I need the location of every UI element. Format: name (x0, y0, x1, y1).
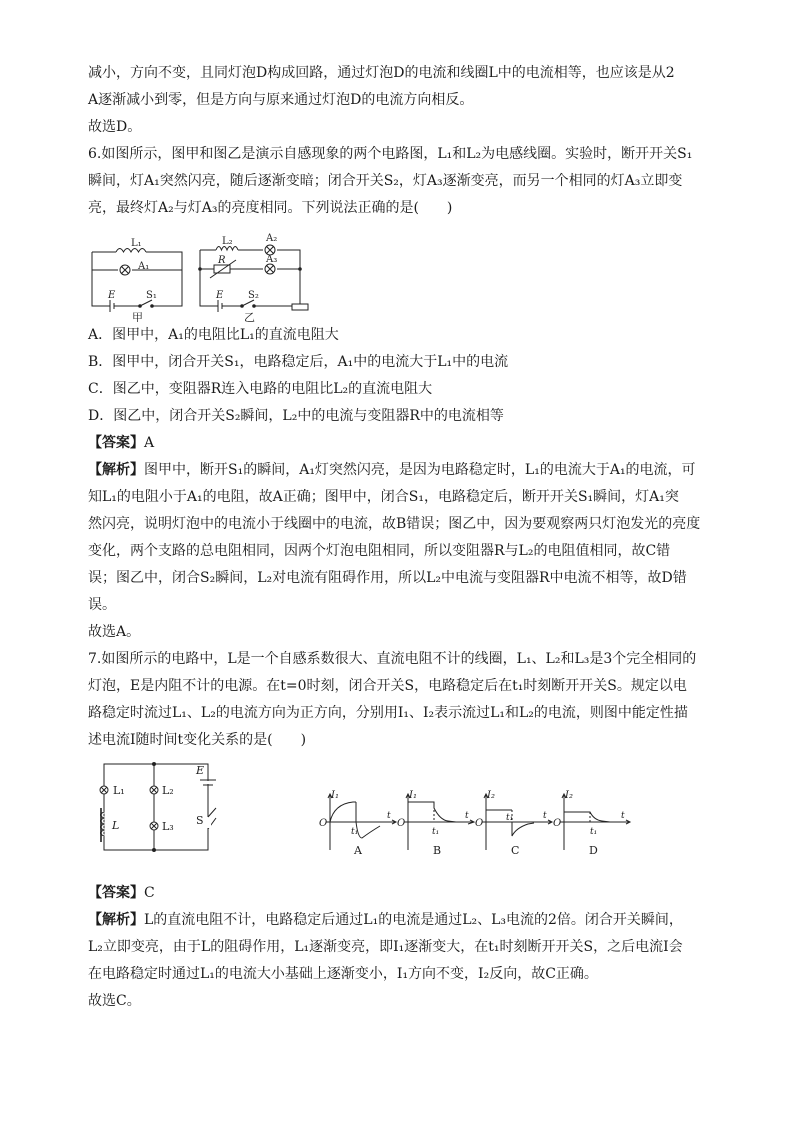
switch-label: S₂ (248, 290, 259, 301)
inductor-icon (116, 249, 146, 253)
t1-label: t₁ (432, 827, 440, 837)
q6-circuit-figure (88, 222, 708, 322)
origin-label: O (319, 818, 328, 829)
inductor-icon (216, 247, 238, 251)
curve (356, 822, 380, 838)
analysis-label: 【解析】 (88, 912, 144, 928)
analysis-line: L₂立即变亮，由于L的阻碍作用，L₁逐渐变亮，即I₁逐渐变大，在t₁时刻断开开关S，之后电流I会 (88, 939, 683, 955)
answer-label: 【答案】 (88, 435, 144, 451)
graph-caption: A (354, 844, 362, 857)
answer-label: 【答案】 (88, 885, 144, 901)
q7-figure (88, 754, 708, 880)
current-label: I₁ (409, 790, 417, 801)
analysis-line: 变化，两个支路的总电阻相同，因两个灯泡电阻相同，所以变阻器R与L₂的电阻值相同，故C错 (88, 543, 671, 559)
battery-label: E (216, 290, 224, 301)
origin-label: O (475, 818, 484, 829)
question-stem-line: 7.如图所示的电路中，L是一个自感系数很大、直流电阻不计的线圈，L₁、L₂和L₃是3个完全相同的 (88, 651, 697, 667)
figure-caption: 乙 (244, 311, 255, 322)
question-stem-line: 述电流I随时间t变化关系的是( ) (88, 732, 307, 748)
figure-caption: 甲 (132, 311, 143, 322)
question-stem-line: 亮，最终灯A₂与灯A₃的亮度相同。下列说法正确的是( ) (88, 200, 453, 216)
graph-caption: C (511, 844, 520, 857)
analysis-line (88, 907, 708, 934)
analysis-line: 在电路稳定时通过L₁的电流大小基础上逐渐变小，I₁方向不变，I₂反向，故C正确。 (88, 966, 598, 982)
analysis-text: L的直流电阻不计，电路稳定后通过L₁的电流是通过L₂、L₃电流的2倍。闭合开关瞬间， (144, 912, 683, 928)
question-stem-line: 灯泡，E是内阻不计的电源。在t=0时刻，闭合开关S，电路稳定后在t₁时刻断开开关S。规定以电 (88, 678, 687, 694)
curve (564, 812, 610, 822)
t1-label: t₁ (351, 827, 359, 837)
coil-label: L₂ (222, 236, 233, 247)
text-line: A逐渐减小到零，但是方向与原来通过灯泡D的电流方向相反。 (88, 92, 474, 108)
lamp-label: A₂ (266, 233, 278, 244)
circuit-yi (199, 233, 308, 322)
current-label: I₂ (565, 790, 573, 801)
coil-label: L (112, 819, 120, 832)
option-a: A．图甲中，A₁的电阻比L₁的直流电阻大 (88, 327, 339, 343)
curve (408, 802, 456, 822)
lamp-label: L₂ (162, 784, 174, 797)
terminal-block (292, 304, 308, 310)
analysis-text: 图甲中，断开S₁的瞬间，A₁灯突然闪亮，是因为电路稳定时，L₁的电流大于A₁的电流，可 (144, 462, 696, 478)
lamp-label: L₁ (113, 784, 125, 797)
t1-label: t₁ (590, 827, 598, 837)
resistor-label: R (218, 255, 226, 266)
analysis-line: 误；图乙中，闭合S₂瞬间，L₂对电流有阻碍作用，所以L₂中电流与变阻器R中电流不相等，故D错 (88, 570, 687, 586)
graph-caption: B (433, 844, 442, 857)
origin-label: O (397, 818, 406, 829)
lamp-label: A₃ (266, 254, 278, 265)
current-label: I₁ (331, 790, 339, 801)
document-page (88, 60, 708, 1015)
t1-label: t₁ (506, 813, 514, 823)
graph-caption: D (589, 844, 598, 857)
battery-label: E (108, 290, 116, 301)
graph-d (553, 790, 630, 857)
battery-label: E (196, 764, 205, 777)
graph-c (475, 790, 552, 857)
answer-line (88, 430, 708, 457)
lamp-label: A₁ (138, 261, 150, 272)
analysis-line: 然闪亮，说明灯泡中的电流小于线圈中的电流，故B错误；图乙中，因为要观察两只灯泡发光的亮度 (88, 516, 701, 532)
answer-value: A (144, 435, 155, 451)
t-label: t (465, 811, 469, 821)
option-d: D．图乙中，闭合开关S₂瞬间，L₂中的电流与变阻器R中的电流相等 (88, 408, 504, 424)
t-label: t (543, 811, 547, 821)
conclusion: 故选C。 (88, 993, 141, 1009)
current-label: I₂ (487, 790, 495, 801)
q7-circuit (100, 763, 216, 852)
coil-label: L₁ (131, 238, 142, 249)
question-stem-line: 瞬间，灯A₁突然闪亮，随后逐渐变暗；闭合开关S₂，灯A₃逐渐变亮，而另一个相同的灯A₃立即变 (88, 173, 683, 189)
t-label: t (621, 811, 625, 821)
circuit-diagram (88, 222, 348, 322)
answer-value: C (144, 885, 155, 901)
q7-diagram (88, 754, 708, 880)
conclusion: 故选A。 (88, 624, 141, 640)
analysis-line: 误。 (88, 597, 116, 613)
option-b: B．图甲中，闭合开关S₁，电路稳定后，A₁中的电流大于L₁中的电流 (88, 354, 509, 370)
question-stem-line: 6.如图所示，图甲和图乙是演示自感现象的两个电路图，L₁和L₂为电感线圈。实验时，断开开关S₁ (88, 146, 693, 162)
analysis-line: 知L₁的电阻小于A₁的电阻，故A正确；图甲中，闭合S₁，电路稳定后，断开开关S₁瞬间，灯A₁突 (88, 489, 679, 505)
t-label: t (387, 811, 391, 821)
analysis-line (88, 457, 708, 484)
circuit-jia (92, 238, 182, 322)
option-c: C．图乙中，变阻器R连入电路的电阻比L₂的直流电阻大 (88, 381, 433, 397)
graph-b (397, 790, 474, 857)
conclusion: 故选D。 (88, 119, 142, 135)
question-stem-line: 路稳定时流过L₁、L₂的电流方向为正方向，分别用I₁、I₂表示流过L₁和L₂的电流，则图中能定性描 (88, 705, 688, 721)
lamp-label: L₃ (162, 820, 174, 833)
analysis-label: 【解析】 (88, 462, 144, 478)
graph-a (319, 790, 396, 857)
answer-line (88, 880, 708, 907)
switch-label: S₁ (146, 290, 157, 301)
battery-icon (218, 300, 242, 312)
switch-label: S (196, 814, 204, 827)
origin-label: O (553, 818, 562, 829)
text-line: 减小，方向不变，且同灯泡D构成回路，通过灯泡D的电流和线圈L中的电流相等，也应该是从2 (88, 65, 675, 81)
